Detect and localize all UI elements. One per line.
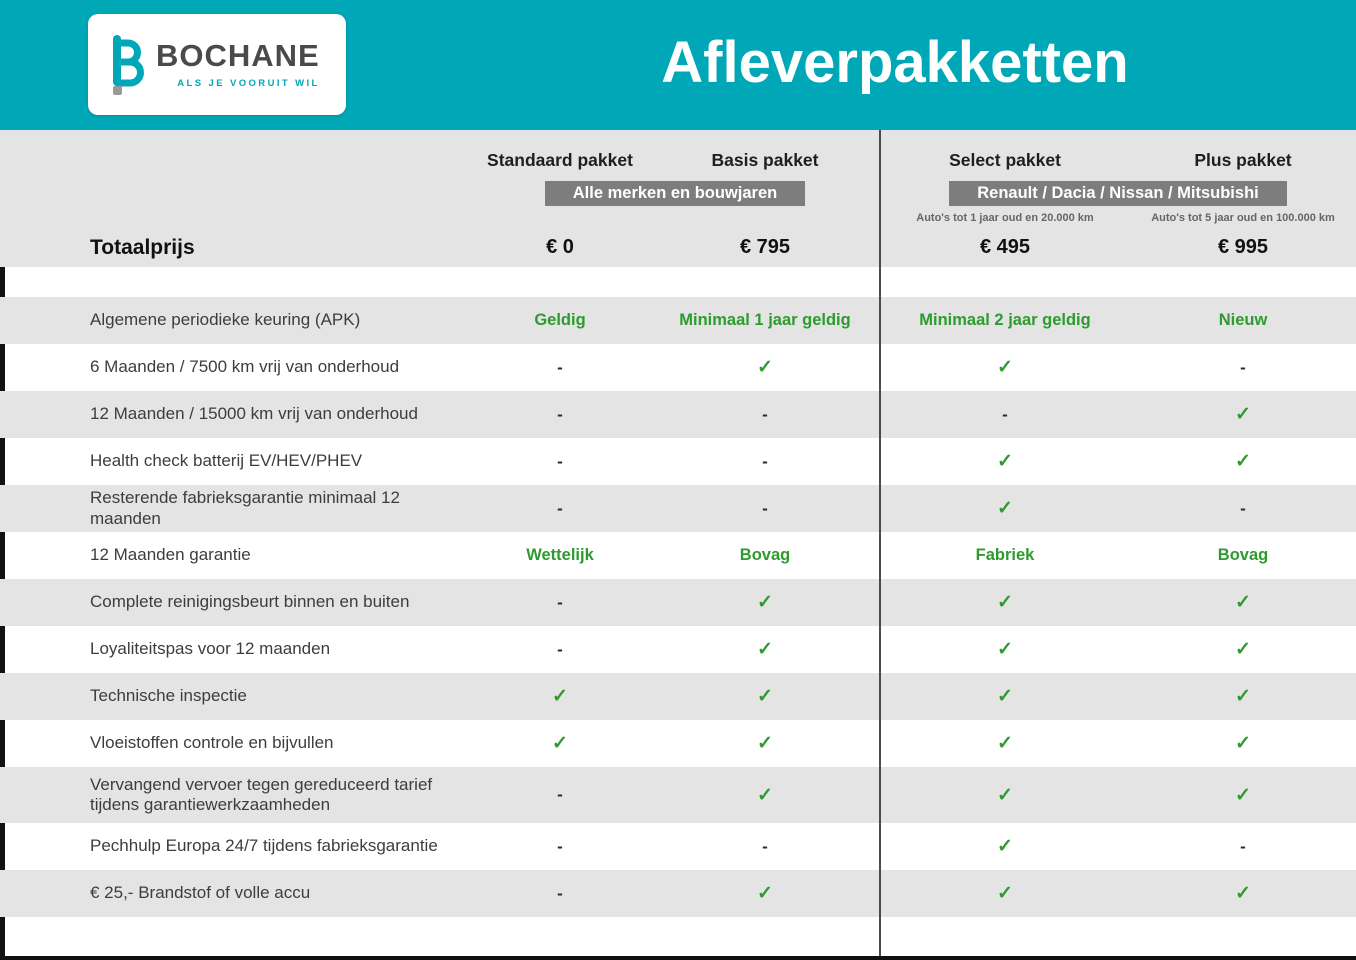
- row-label: Pechhulp Europa 24/7 tijdens fabrieksgarantie: [90, 836, 438, 856]
- column-header-basis: Basis pakket: [711, 149, 819, 170]
- cell-value: Geldig: [534, 311, 586, 329]
- row-label: 12 Maanden garantie: [90, 545, 251, 565]
- cell-value: Wettelijk: [526, 546, 594, 564]
- cell-value: ✓: [1235, 883, 1251, 904]
- badge-all-brands: Alle merken en bouwjaren: [545, 181, 805, 206]
- cell-value: Minimaal 1 jaar geldig: [679, 311, 851, 329]
- table-row: [0, 532, 1356, 579]
- cell-value: -: [1002, 404, 1008, 424]
- cell-value: -: [557, 498, 563, 518]
- cell-value: ✓: [997, 784, 1013, 806]
- column-header-select: Select pakket: [949, 149, 1061, 170]
- cell-value: ✓: [1235, 686, 1251, 707]
- cell-value: ✓: [1235, 733, 1251, 754]
- spacer-row: [0, 267, 1356, 297]
- badge-renault-group: Renault / Dacia / Nissan / Mitsubishi: [949, 181, 1286, 206]
- table-row: [0, 767, 1356, 823]
- cell-value: -: [557, 357, 563, 377]
- row-label: Complete reinigingsbeurt binnen en buiten: [90, 592, 410, 612]
- table-row: [0, 823, 1356, 870]
- logo-tagline: ALS JE VOORUIT WIL: [177, 78, 320, 89]
- cell-value: ✓: [997, 836, 1013, 857]
- cell-value: Nieuw: [1218, 311, 1268, 329]
- row-label: Vervangend vervoer tegen gereduceerd tarief tijdens garantiewerkzaamheden: [90, 774, 433, 814]
- cell-value: ✓: [1235, 451, 1251, 472]
- cell-value: -: [557, 883, 563, 903]
- cell-value: ✓: [1235, 639, 1251, 660]
- cell-value: -: [557, 639, 563, 659]
- table-row: [0, 579, 1356, 626]
- cell-value: Bovag: [1217, 546, 1269, 564]
- logo-text: [156, 40, 320, 89]
- cell-value: ✓: [997, 883, 1013, 904]
- cell-value: -: [557, 404, 563, 424]
- table-row: [0, 485, 1356, 532]
- cell-value: Fabriek: [975, 546, 1035, 564]
- cell-value: ✓: [552, 686, 568, 707]
- cell-value: ✓: [757, 784, 773, 806]
- table-row: [0, 391, 1356, 438]
- cell-value: ✓: [997, 733, 1013, 754]
- bochane-logo-icon: [102, 34, 146, 96]
- column-header-standaard: Standaard pakket: [487, 149, 633, 170]
- price-row: [0, 228, 1356, 267]
- cell-value: -: [557, 785, 563, 804]
- cell-value: -: [762, 451, 768, 471]
- cell-value: -: [557, 592, 563, 612]
- cell-value: ✓: [997, 686, 1013, 707]
- column-header-plus: Plus pakket: [1194, 149, 1292, 170]
- row-label: Loyaliteitspas voor 12 maanden: [90, 639, 331, 659]
- cell-value: -: [557, 451, 563, 471]
- cell-value: ✓: [1235, 784, 1251, 806]
- price-basis: € 795: [739, 236, 791, 258]
- table-row: [0, 344, 1356, 391]
- price-plus: € 995: [1217, 236, 1269, 258]
- table-row: [0, 870, 1356, 917]
- cell-value: ✓: [757, 883, 773, 904]
- row-label: Vloeistoffen controle en bijvullen: [90, 733, 334, 753]
- row-label: € 25,- Brandstof of volle accu: [90, 883, 311, 903]
- cell-value: -: [1240, 498, 1246, 518]
- condition-plus: Auto's tot 5 jaar oud en 100.000 km: [1151, 212, 1335, 224]
- cell-value: -: [1240, 357, 1246, 377]
- price-select: € 495: [979, 236, 1031, 258]
- cell-value: ✓: [997, 592, 1013, 613]
- cell-value: ✓: [997, 451, 1013, 472]
- cell-value: ✓: [757, 686, 773, 707]
- package-header-band: [0, 130, 1356, 267]
- table-row: [0, 673, 1356, 720]
- group-badges-row: [0, 178, 1356, 208]
- cell-value: ✓: [1235, 592, 1251, 613]
- page-title: Afleverpakketten: [661, 29, 1129, 95]
- logo-wordmark: BOCHANE: [156, 38, 320, 73]
- cell-value: -: [1240, 836, 1246, 856]
- table-row: [0, 626, 1356, 673]
- conditions-row: [0, 208, 1356, 228]
- cell-value: -: [762, 836, 768, 856]
- row-label: Health check batterij EV/HEV/PHEV: [90, 451, 363, 471]
- row-label: 6 Maanden / 7500 km vrij van onderhoud: [90, 357, 400, 377]
- bottom-spacer: [0, 917, 1356, 956]
- row-label: Resterende fabrieksgarantie minimaal 12 maanden: [90, 488, 400, 528]
- header-bar: [0, 0, 1356, 130]
- table-row: [0, 438, 1356, 485]
- table-row: [0, 297, 1356, 344]
- cell-value: -: [557, 836, 563, 856]
- cell-value: ✓: [757, 592, 773, 613]
- cell-value: Bovag: [739, 546, 791, 564]
- row-label: 12 Maanden / 15000 km vrij van onderhoud: [90, 404, 418, 424]
- condition-select: Auto's tot 1 jaar oud en 20.000 km: [916, 212, 1094, 224]
- cell-value: ✓: [757, 733, 773, 754]
- row-label: Algemene periodieke keuring (APK): [90, 310, 361, 330]
- cell-value: ✓: [997, 357, 1013, 378]
- price-row-label: Totaalprijs: [90, 235, 195, 259]
- table-row: [0, 720, 1356, 767]
- cell-value: ✓: [757, 357, 773, 378]
- cell-value: ✓: [1235, 404, 1251, 425]
- cell-value: ✓: [757, 639, 773, 660]
- bottom-border: [0, 956, 1356, 960]
- cell-value: ✓: [997, 498, 1013, 519]
- cell-value: -: [762, 404, 768, 424]
- row-label: Technische inspectie: [90, 686, 247, 706]
- group-divider: [879, 130, 881, 956]
- cell-value: -: [762, 498, 768, 518]
- bochane-logo: [88, 14, 346, 115]
- price-standaard: € 0: [546, 236, 574, 258]
- cell-value: ✓: [552, 733, 568, 754]
- cell-value: ✓: [997, 639, 1013, 660]
- cell-value: Minimaal 2 jaar geldig: [919, 311, 1091, 329]
- column-headers-row: [0, 142, 1356, 178]
